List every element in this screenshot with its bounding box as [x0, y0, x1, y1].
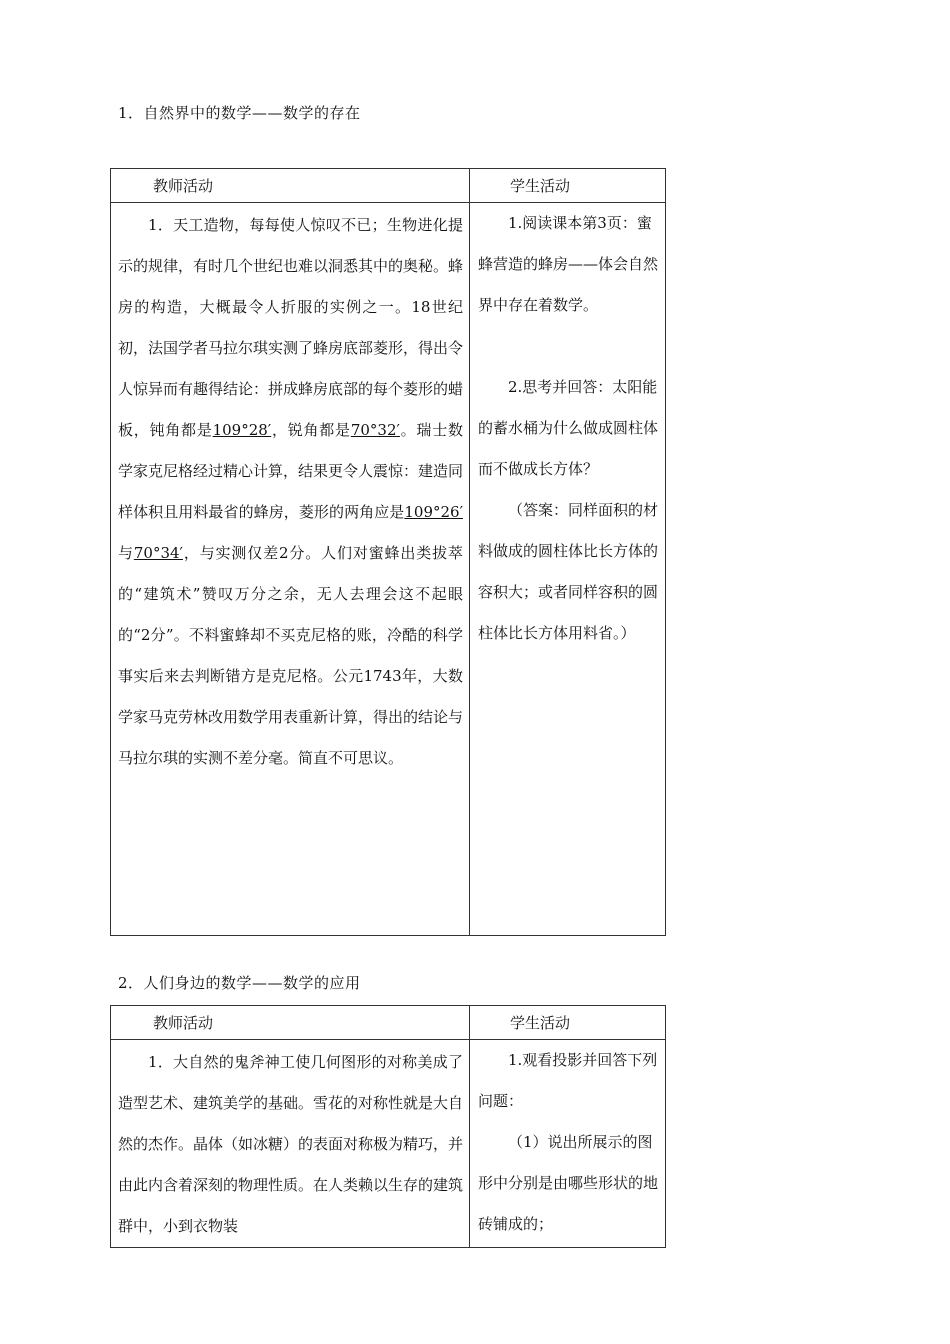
teacher-para-1: 1．大自然的鬼斧神工使几何图形的对称美成了造型艺术、建筑美学的基础。雪花的对称性就是大自然的杰作。晶体（如冰糖）的表面对称极为精巧，并由此内含着深刻的物理性质。在人类赖以生存的建筑群中，小到衣物装: [118, 1053, 464, 1235]
student-para-2: 2.思考并回答：太阳能的蓄水桶为什么做成圆柱体而不做成长方体？: [478, 378, 659, 478]
teacher-header: 教师活动: [153, 177, 214, 195]
student-activity-cell: [470, 1040, 666, 1248]
student-activity-text: [470, 1040, 665, 1245]
table-header-row: [111, 1006, 666, 1040]
student-header: 学生活动: [510, 1014, 571, 1032]
table-row: [111, 203, 666, 936]
student-answer: （答案：同样面积的材料做成的圆柱体比长方体的容积大；或者同样容积的圆柱体比长方体用料省。）: [478, 501, 659, 642]
teacher-header-cell: [111, 1006, 470, 1040]
teacher-para-1: 1．天工造物，每每使人惊叹不已；生物进化提示的规律，有时几个世纪也难以洞悉其中的奥秘。蜂房的构造，大概最令人折服的实例之一。18世纪初，法国学者马拉尔琪实测了蜂房底部菱形，得出令人惊异而有趣得结论：拼成蜂房底部的每个菱形的蜡板，钝角都是: [118, 216, 464, 439]
computed-acute-angle: 70°34′: [133, 544, 183, 562]
teacher-header: 教师活动: [153, 1014, 214, 1032]
student-para-1: 1.阅读课本第3页：蜜蜂营造的蜂房——体会自然界中存在着数学。: [478, 214, 659, 314]
table-header-row: [111, 169, 666, 203]
teacher-activity-cell: [111, 203, 470, 936]
teacher-header-cell: [111, 169, 470, 203]
teacher-mid-text: ，锐角都是: [271, 421, 351, 439]
computed-obtuse-angle: 109°26′: [404, 503, 463, 521]
section1-heading: 1．自然界中的数学——数学的存在: [118, 104, 361, 122]
teacher-para-3: ，与实测仅差2分。人们对蜜蜂出类拔萃的“建筑术”赞叹万分之余，无人去理会这不起眼的“2分”。不料蜜蜂却不买克尼格的账，冷酷的科学事实后来去判断错方是克尼格。公元1743年，大数学家马克劳林改用数学用表重新计算，得出的结论与马拉尔琪的实测不差分毫。简直不可思议。: [118, 544, 464, 767]
student-header-cell: [470, 1006, 666, 1040]
student-para-2: （1）说出所展示的图形中分别是由哪些形状的地砖铺成的；: [478, 1133, 659, 1233]
student-header: 学生活动: [510, 177, 571, 195]
teacher-activity-cell: [111, 1040, 470, 1248]
teacher-para-2: 。瑞士数学家克尼格经过精心计算，结果更令人震惊：建造同样体积且用料最省的蜂房，菱形的两角应是: [118, 421, 464, 521]
section1-table: [110, 168, 666, 936]
paragraph-spacer: [478, 326, 659, 367]
section2-heading: 2．人们身边的数学——数学的应用: [118, 974, 361, 992]
section2-table: [110, 1005, 666, 1248]
and-text: 与: [118, 544, 134, 562]
obtuse-angle-value: 109°28′: [212, 421, 272, 439]
student-activity-cell: [470, 203, 666, 936]
teacher-activity-text: [111, 203, 469, 779]
student-header-cell: [470, 169, 666, 203]
student-para-1: 1.观看投影并回答下列问题：: [478, 1051, 658, 1110]
acute-angle-value: 70°32′: [350, 421, 400, 439]
table-row: [111, 1040, 666, 1248]
student-activity-text: [470, 203, 665, 654]
